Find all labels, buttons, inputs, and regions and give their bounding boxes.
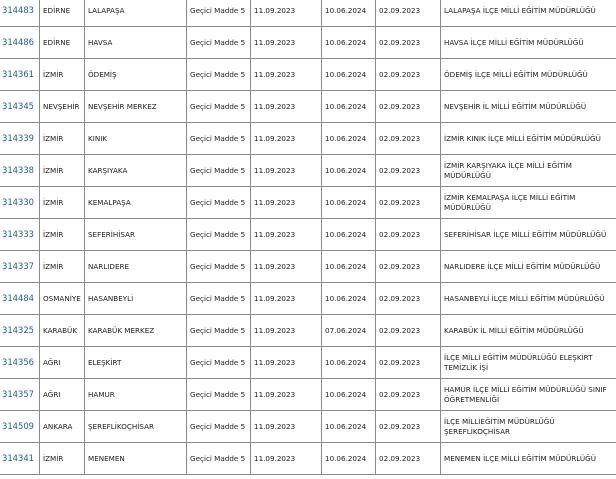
end-date-cell: 10.06.2024: [322, 187, 376, 219]
institution-cell: İZMİR KEMALPAŞA İLÇE MİLLİ EĞİTİM MÜDÜRLÜĞÜ: [441, 187, 616, 219]
district-cell: MENEMEN: [85, 443, 187, 475]
province-cell: İZMİR: [40, 123, 85, 155]
start-date-cell: 11.09.2023: [251, 251, 322, 283]
end-date-cell: 10.06.2024: [322, 0, 376, 27]
listing-id-link[interactable]: 314338: [2, 165, 34, 175]
date-cell: 02.09.2023: [376, 155, 441, 187]
table-row: [0, 443, 616, 475]
listing-id-cell[interactable]: [0, 123, 40, 155]
listing-id-link[interactable]: 314330: [2, 197, 34, 207]
province-cell: OSMANİYE: [40, 283, 85, 315]
article-cell: Geçici Madde 5: [187, 91, 251, 123]
institution-cell: ÖDEMİŞ İLÇE MİLLİ EĞİTİM MÜDÜRLÜĞÜ: [441, 59, 616, 91]
province-cell: AĞRI: [40, 347, 85, 379]
end-date-cell: 07.06.2024: [322, 315, 376, 347]
district-cell: NEVŞEHİR MERKEZ: [85, 91, 187, 123]
listing-id-link[interactable]: 314337: [2, 261, 34, 271]
article-cell: Geçici Madde 5: [187, 27, 251, 59]
end-date-cell: 10.06.2024: [322, 155, 376, 187]
listing-id-link[interactable]: 314484: [2, 293, 34, 303]
table-row: [0, 411, 616, 443]
article-cell: Geçici Madde 5: [187, 155, 251, 187]
listing-id-link[interactable]: 314486: [2, 37, 34, 47]
date-cell: 02.09.2023: [376, 123, 441, 155]
listing-id-cell[interactable]: [0, 0, 40, 27]
date-cell: 02.09.2023: [376, 91, 441, 123]
article-cell: Geçici Madde 5: [187, 443, 251, 475]
institution-cell: LALAPAŞA İLÇE MİLLİ EĞİTİM MÜDÜRLÜĞÜ: [441, 0, 616, 27]
listing-id-link[interactable]: 314357: [2, 389, 34, 399]
province-cell: EDİRNE: [40, 27, 85, 59]
table-row: [0, 123, 616, 155]
article-cell: Geçici Madde 5: [187, 251, 251, 283]
article-cell: Geçici Madde 5: [187, 347, 251, 379]
listing-id-link[interactable]: 314333: [2, 229, 34, 239]
table-row: [0, 59, 616, 91]
start-date-cell: 11.09.2023: [251, 155, 322, 187]
listing-id-cell[interactable]: [0, 91, 40, 123]
start-date-cell: 11.09.2023: [251, 283, 322, 315]
table-row: [0, 27, 616, 59]
date-cell: 02.09.2023: [376, 59, 441, 91]
end-date-cell: 10.06.2024: [322, 219, 376, 251]
date-cell: 02.09.2023: [376, 0, 441, 27]
listing-id-cell[interactable]: [0, 155, 40, 187]
end-date-cell: 10.06.2024: [322, 283, 376, 315]
date-cell: 02.09.2023: [376, 251, 441, 283]
start-date-cell: 11.09.2023: [251, 443, 322, 475]
table-row: [0, 251, 616, 283]
end-date-cell: 10.06.2024: [322, 59, 376, 91]
listing-id-link[interactable]: 314356: [2, 357, 34, 367]
listing-id-link[interactable]: 314509: [2, 421, 34, 431]
table-row: [0, 155, 616, 187]
start-date-cell: 11.09.2023: [251, 59, 322, 91]
start-date-cell: 11.09.2023: [251, 91, 322, 123]
end-date-cell: 10.06.2024: [322, 443, 376, 475]
province-cell: AĞRI: [40, 379, 85, 411]
listing-id-link[interactable]: 314361: [2, 69, 34, 79]
start-date-cell: 11.09.2023: [251, 315, 322, 347]
institution-cell: HASANBEYLİ İLÇE MİLLİ EĞİTİM MÜDÜRLÜĞÜ: [441, 283, 616, 315]
province-cell: İZMİR: [40, 155, 85, 187]
start-date-cell: 11.09.2023: [251, 27, 322, 59]
listing-id-cell[interactable]: [0, 411, 40, 443]
district-cell: KINIK: [85, 123, 187, 155]
listing-id-link[interactable]: 314345: [2, 101, 34, 111]
institution-cell: NEVŞEHİR İL MİLLİ EĞİTİM MÜDÜRLÜĞÜ: [441, 91, 616, 123]
district-cell: LALAPAŞA: [85, 0, 187, 27]
start-date-cell: 11.09.2023: [251, 379, 322, 411]
institution-cell: İLÇE MİLLİEĞİTİM MÜDÜRLÜĞÜ ŞEREFLİKOÇHİSAR: [441, 411, 616, 443]
table-row: [0, 379, 616, 411]
district-cell: HAVSA: [85, 27, 187, 59]
article-cell: Geçici Madde 5: [187, 123, 251, 155]
province-cell: İZMİR: [40, 187, 85, 219]
district-cell: KEMALPAŞA: [85, 187, 187, 219]
listing-id-link[interactable]: 314483: [2, 5, 34, 15]
table-row: [0, 315, 616, 347]
institution-cell: NARLIDERE İLÇE MİLLİ EĞİTİM MÜDÜRLÜĞÜ: [441, 251, 616, 283]
table-row: [0, 347, 616, 379]
date-cell: 02.09.2023: [376, 379, 441, 411]
institution-cell: İLÇE MİLLİ EĞİTİM MÜDÜRLÜĞÜ ELEŞKİRT TEMİZLİK İŞİ: [441, 347, 616, 379]
listing-id-link[interactable]: 314339: [2, 133, 34, 143]
article-cell: Geçici Madde 5: [187, 411, 251, 443]
table-row: [0, 91, 616, 123]
listing-id-cell[interactable]: [0, 283, 40, 315]
district-cell: ELEŞKİRT: [85, 347, 187, 379]
date-cell: 02.09.2023: [376, 443, 441, 475]
listing-id-link[interactable]: 314341: [2, 453, 34, 463]
institution-cell: HAMUR İLÇE MİLLİ EĞİTİM MÜDÜRLÜĞÜ SINIF ÖĞRETMENLİĞİ: [441, 379, 616, 411]
listing-id-cell[interactable]: [0, 347, 40, 379]
article-cell: Geçici Madde 5: [187, 283, 251, 315]
province-cell: İZMİR: [40, 219, 85, 251]
table-row: [0, 283, 616, 315]
district-cell: HASANBEYLİ: [85, 283, 187, 315]
date-cell: 02.09.2023: [376, 315, 441, 347]
end-date-cell: 10.06.2024: [322, 347, 376, 379]
article-cell: Geçici Madde 5: [187, 315, 251, 347]
province-cell: İZMİR: [40, 59, 85, 91]
table-row: [0, 219, 616, 251]
district-cell: SEFERİHİSAR: [85, 219, 187, 251]
article-cell: Geçici Madde 5: [187, 219, 251, 251]
table-row: [0, 187, 616, 219]
province-cell: EDİRNE: [40, 0, 85, 27]
institution-cell: İZMİR KINIK İLÇE MİLLİ EĞİTİM MÜDÜRLÜĞÜ: [441, 123, 616, 155]
start-date-cell: 11.09.2023: [251, 411, 322, 443]
province-cell: ANKARA: [40, 411, 85, 443]
date-cell: 02.09.2023: [376, 283, 441, 315]
district-cell: KARŞIYAKA: [85, 155, 187, 187]
end-date-cell: 10.06.2024: [322, 27, 376, 59]
listing-id-cell[interactable]: [0, 251, 40, 283]
article-cell: Geçici Madde 5: [187, 0, 251, 27]
end-date-cell: 10.06.2024: [322, 411, 376, 443]
table-row: [0, 0, 616, 27]
listing-id-link[interactable]: 314325: [2, 325, 34, 335]
end-date-cell: 10.06.2024: [322, 251, 376, 283]
institution-cell: SEFERİHİSAR İLÇE MİLLİ EĞİTİM MÜDÜRLÜĞÜ: [441, 219, 616, 251]
end-date-cell: 10.06.2024: [322, 91, 376, 123]
article-cell: Geçici Madde 5: [187, 187, 251, 219]
province-cell: KARABÜK: [40, 315, 85, 347]
date-cell: 02.09.2023: [376, 219, 441, 251]
date-cell: 02.09.2023: [376, 187, 441, 219]
article-cell: Geçici Madde 5: [187, 59, 251, 91]
start-date-cell: 11.09.2023: [251, 347, 322, 379]
listing-id-cell[interactable]: [0, 379, 40, 411]
date-cell: 02.09.2023: [376, 27, 441, 59]
article-cell: Geçici Madde 5: [187, 379, 251, 411]
listing-id-cell[interactable]: [0, 219, 40, 251]
listing-id-cell[interactable]: [0, 27, 40, 59]
start-date-cell: 11.09.2023: [251, 187, 322, 219]
province-cell: İZMİR: [40, 443, 85, 475]
end-date-cell: 10.06.2024: [322, 123, 376, 155]
province-cell: İZMİR: [40, 251, 85, 283]
district-cell: NARLIDERE: [85, 251, 187, 283]
end-date-cell: 10.06.2024: [322, 379, 376, 411]
start-date-cell: 11.09.2023: [251, 0, 322, 27]
district-cell: ÖDEMİŞ: [85, 59, 187, 91]
listing-id-cell[interactable]: [0, 443, 40, 475]
institution-cell: KARABÜK İL MİLLİ EĞİTİM MÜDÜRLÜĞÜ: [441, 315, 616, 347]
province-cell: NEVŞEHİR: [40, 91, 85, 123]
institution-cell: HAVSA İLÇE MİLLİ EĞİTİM MÜDÜRLÜĞÜ: [441, 27, 616, 59]
institution-cell: İZMİR KARŞIYAKA İLÇE MİLLİ EĞİTİM MÜDÜRLÜĞÜ: [441, 155, 616, 187]
district-cell: ŞEREFLİKOÇHİSAR: [85, 411, 187, 443]
listing-id-cell[interactable]: [0, 59, 40, 91]
listing-id-cell[interactable]: [0, 315, 40, 347]
district-cell: KARABÜK MERKEZ: [85, 315, 187, 347]
date-cell: 02.09.2023: [376, 411, 441, 443]
institution-cell: MENEMEN İLÇE MİLLİ EĞİTİM MÜDÜRLÜĞÜ: [441, 443, 616, 475]
start-date-cell: 11.09.2023: [251, 123, 322, 155]
district-cell: HAMUR: [85, 379, 187, 411]
start-date-cell: 11.09.2023: [251, 219, 322, 251]
date-cell: 02.09.2023: [376, 347, 441, 379]
listing-id-cell[interactable]: [0, 187, 40, 219]
